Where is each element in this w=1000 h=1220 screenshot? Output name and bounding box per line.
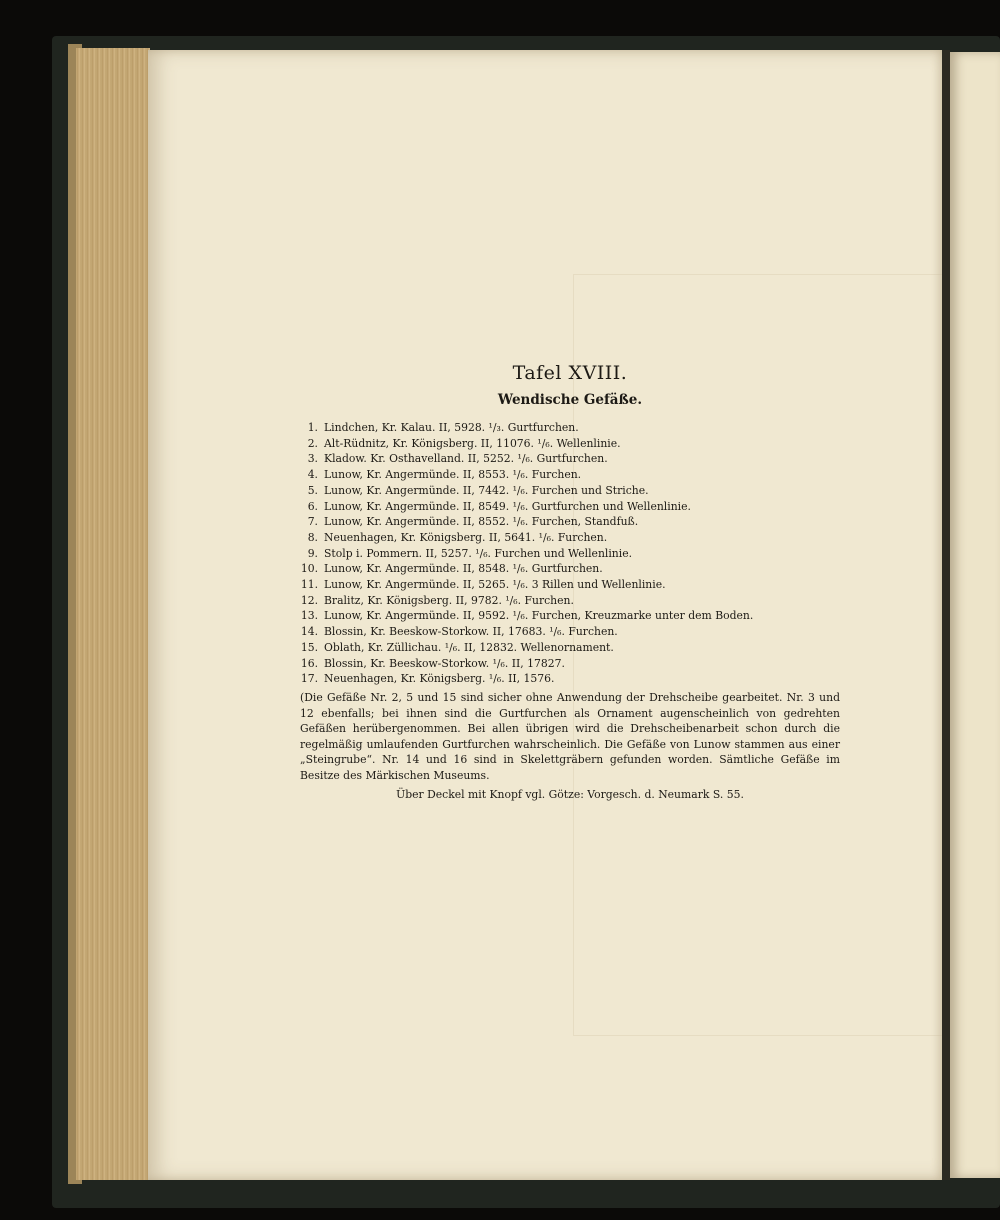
entry-list (300, 420, 840, 687)
entry-text: Neuenhagen, Kr. Königsberg. II, 5641. ¹/₆. Furchen. (324, 530, 608, 544)
entry-text: Blossin, Kr. Beeskow-Storkow. ¹/₆. II, 17827. (324, 656, 565, 670)
entry-number: 11. (300, 578, 318, 592)
plate-title: Tafel XVIII. (512, 362, 628, 384)
entry-text: Blossin, Kr. Beeskow-Storkow. II, 17683. ¹/₆. Furchen. (324, 625, 618, 639)
entry-text: Kladow. Kr. Osthavelland. II, 5252. ¹/₆. Gurtfurchen. (324, 452, 608, 466)
entry-text: Neuenhagen, Kr. Königsberg. ¹/₆. II, 1576. (324, 672, 555, 686)
page-edges (76, 48, 150, 1180)
entry-number: 3. (307, 452, 318, 466)
entry-text: Lunow, Kr. Angermünde. II, 7442. ¹/₆. Furchen und Striche. (324, 483, 649, 497)
entry-item (300, 671, 840, 687)
entry-text: Lindchen, Kr. Kalau. II, 5928. ¹/₃. Gurtfurchen. (324, 421, 579, 434)
entry-item (300, 561, 840, 577)
entry-number: 7. (307, 515, 318, 529)
entry-number: 15. (300, 640, 318, 654)
entry-item (300, 577, 840, 593)
entry-number: 12. (300, 593, 318, 607)
entry-number: 1. (307, 421, 318, 434)
entry-item (300, 608, 840, 624)
entry-item (300, 436, 840, 452)
entry-number: 5. (307, 483, 318, 497)
entry-text: Alt-Rüdnitz, Kr. Königsberg. II, 11076. ¹/₆. Wellenlinie. (324, 436, 621, 450)
entry-text: Oblath, Kr. Züllichau. ¹/₆. II, 12832. Wellenornament. (324, 640, 614, 654)
plate-subtitle: Wendische Gefäße. (497, 392, 643, 408)
entry-item (300, 624, 840, 640)
entry-text: Lunow, Kr. Angermünde. II, 9592. ¹/₆. Furchen, Kreuzmarke unter dem Boden. (324, 609, 754, 623)
entry-item (300, 420, 840, 436)
entry-number: 13. (300, 609, 318, 623)
entry-number: 4. (307, 468, 318, 482)
entry-item (300, 530, 840, 546)
entry-number: 8. (307, 530, 318, 544)
facing-page (950, 52, 1000, 1178)
entry-text: Lunow, Kr. Angermünde. II, 5265. ¹/₆. 3 Rillen und Wellenlinie. (324, 578, 666, 592)
plate-caption (300, 362, 840, 802)
entry-item (300, 514, 840, 530)
entry-number: 6. (307, 499, 318, 513)
plate-reference: Über Deckel mit Knopf vgl. Götze: Vorgesch. d. Neumark S. 55. (396, 787, 744, 801)
entry-item (300, 467, 840, 483)
entry-number: 14. (300, 625, 318, 639)
book-gutter (942, 50, 950, 1180)
entry-number: 10. (300, 562, 318, 576)
entry-number: 9. (307, 546, 318, 560)
entry-item (300, 483, 840, 499)
plate-note: (Die Gefäße Nr. 2, 5 und 15 sind sicher ohne Anwendung der Drehscheibe gearbeitet. Nr. 3 und 12 ebenfalls; bei ihnen sind die Gurtfurchen als Ornament augenscheinlich von gedrehten Gefäßen herübergenommen. Bei allen übrigen wird die Drehscheibenarbeit schon durch die regelmäßig umlaufenden Gurtfurchen wahrscheinlich. Die Gefäße von Lunow stammen aus einer „Steingrube“. Nr. 14 und 16 sind in Skelettgräbern gefunden worden. Sämtliche Gefäße im Besitze des Märkischen Museums. (300, 690, 840, 782)
entry-item (300, 656, 840, 672)
entry-number: 17. (300, 672, 318, 686)
entry-item (300, 546, 840, 562)
entry-text: Lunow, Kr. Angermünde. II, 8548. ¹/₆. Gurtfurchen. (324, 562, 603, 576)
entry-item (300, 451, 840, 467)
entry-item (300, 640, 840, 656)
entry-text: Stolp i. Pommern. II, 5257. ¹/₆. Furchen und Wellenlinie. (324, 546, 633, 560)
entry-item (300, 593, 840, 609)
entry-item (300, 499, 840, 515)
entry-text: Lunow, Kr. Angermünde. II, 8549. ¹/₆. Gurtfurchen und Wellenlinie. (324, 499, 691, 513)
entry-number: 2. (307, 436, 318, 450)
entry-text: Bralitz, Kr. Königsberg. II, 9782. ¹/₆. Furchen. (324, 593, 574, 607)
entry-text: Lunow, Kr. Angermünde. II, 8553. ¹/₆. Furchen. (324, 468, 582, 482)
entry-number: 16. (300, 656, 318, 670)
entry-text: Lunow, Kr. Angermünde. II, 8552. ¹/₆. Furchen, Standfuß. (324, 515, 639, 529)
